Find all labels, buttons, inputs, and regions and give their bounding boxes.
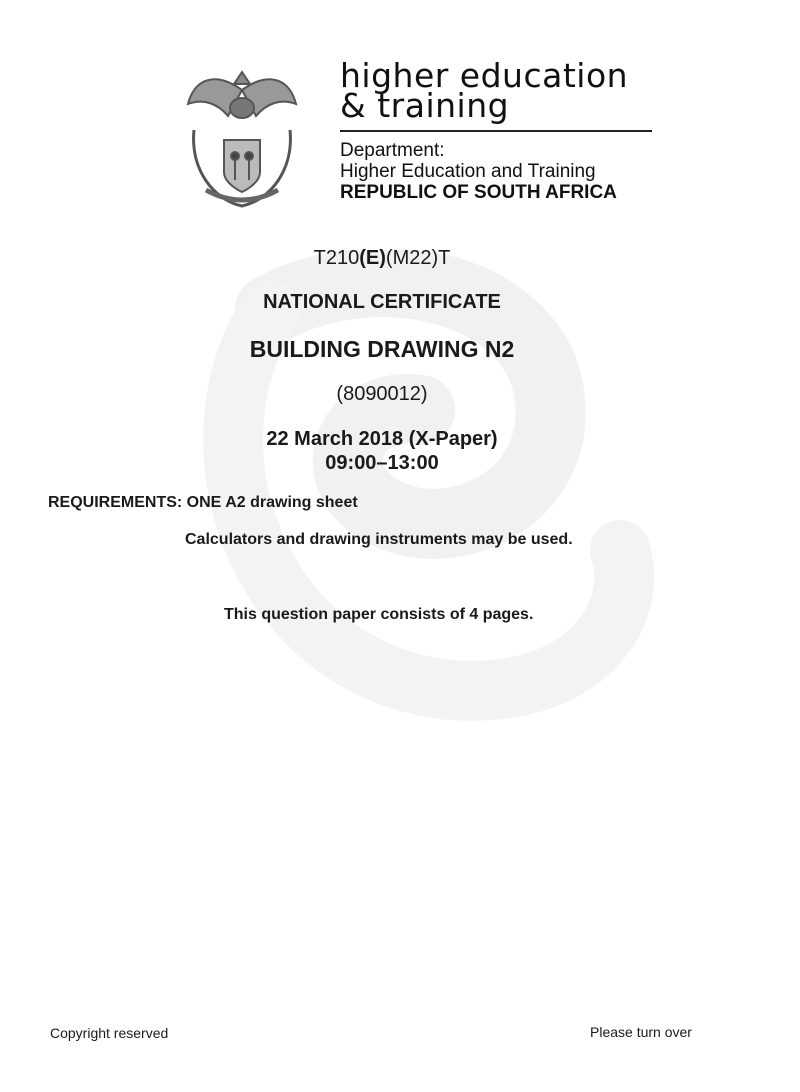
coat-of-arms-logo	[184, 60, 300, 216]
department-block	[340, 140, 617, 203]
watermark-emblem	[120, 250, 680, 730]
paper-code-prefix: T210	[313, 247, 360, 269]
paper-code-suffix: (M22)T	[385, 247, 451, 269]
turn-over-footer: Please turn over	[590, 1024, 692, 1040]
brand-divider	[340, 130, 652, 132]
department-name: Higher Education and Training	[340, 161, 596, 182]
page-count-note: This question paper consists of 4 pages.	[224, 606, 534, 623]
paper-code-language: (E)	[359, 247, 386, 269]
exam-date-block	[0, 427, 764, 475]
requirements-text: REQUIREMENTS: ONE A2 drawing sheet	[48, 494, 358, 511]
brand-wordmark-line1: higher education	[340, 56, 629, 95]
paper-code	[0, 247, 764, 270]
country-name: REPUBLIC OF SOUTH AFRICA	[340, 182, 617, 203]
exam-time: 09:00–13:00	[325, 452, 439, 474]
exam-date: 22 March 2018 (X-Paper)	[266, 428, 498, 450]
department-label: Department:	[340, 140, 445, 161]
calculators-note: Calculators and drawing instruments may be used.	[185, 531, 573, 548]
certificate-title: NATIONAL CERTIFICATE	[263, 291, 501, 313]
copyright-footer: Copyright reserved	[50, 1025, 169, 1041]
subject-title: BUILDING DRAWING N2	[249, 336, 515, 362]
brand-wordmark-line2: & training	[340, 86, 510, 125]
subject-number: (8090012)	[336, 383, 428, 405]
